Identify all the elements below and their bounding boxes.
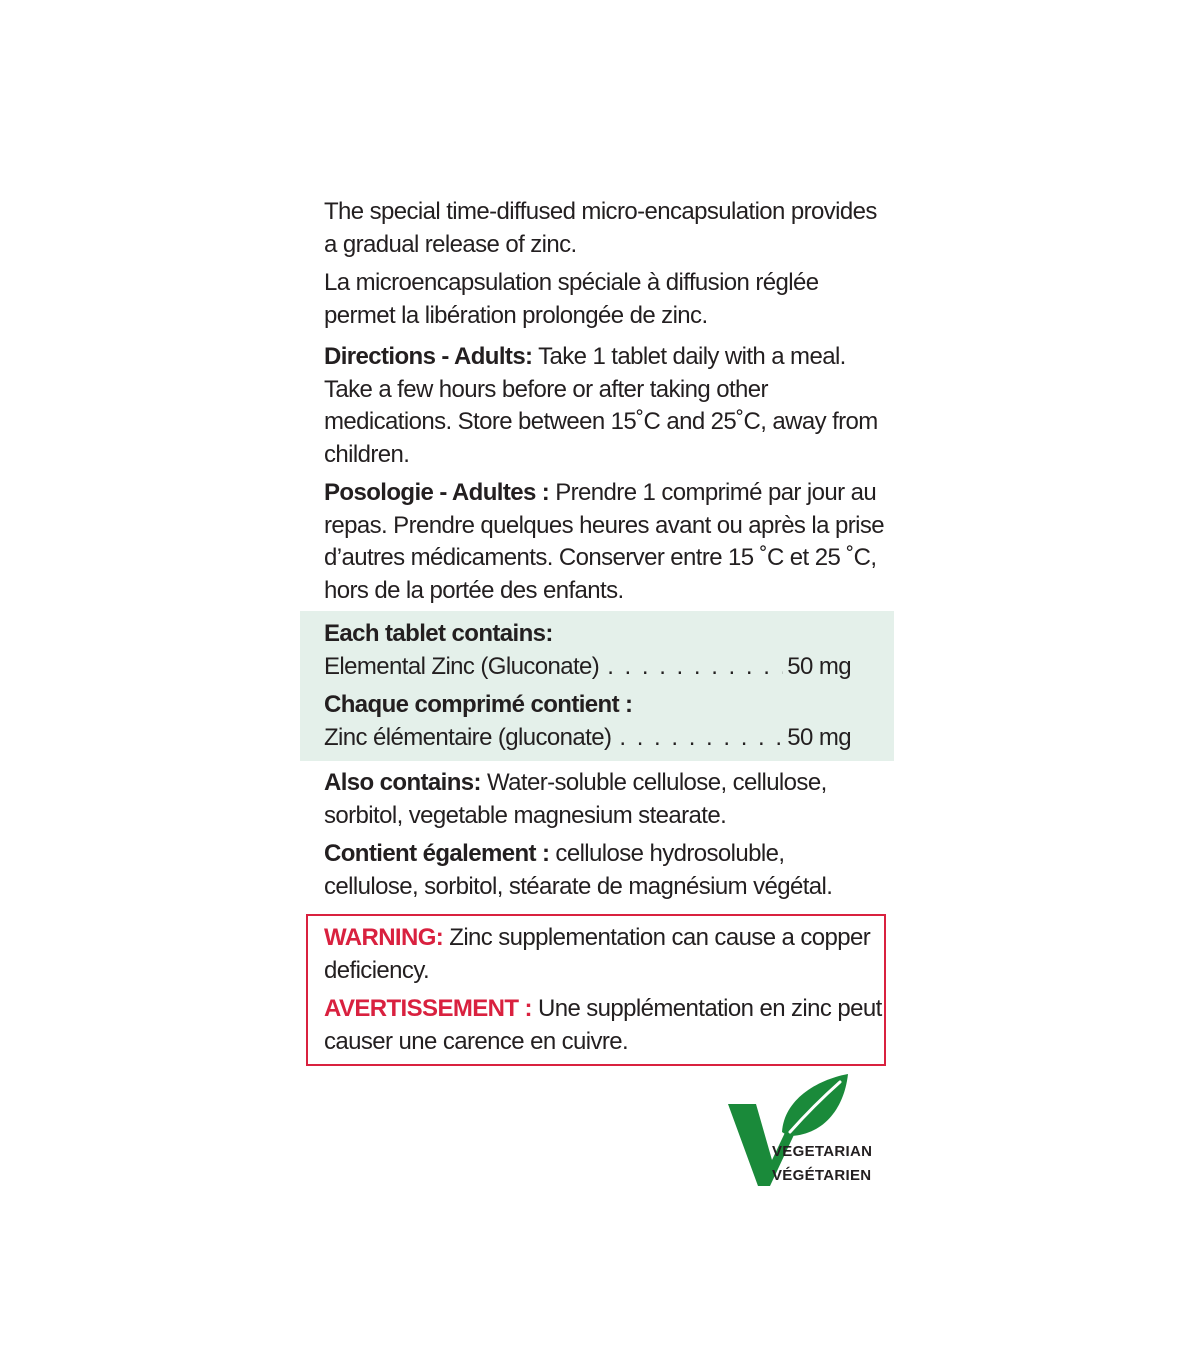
warning-fr-heading: AVERTISSEMENT : bbox=[324, 995, 532, 1022]
contents-en-item: Elemental Zinc (Gluconate) bbox=[324, 652, 600, 680]
also-en bbox=[324, 767, 884, 832]
directions-section bbox=[324, 341, 884, 607]
also-en-heading: Also contains: bbox=[324, 769, 481, 796]
also-contains-section bbox=[324, 767, 884, 903]
intro-text-en: The special time-diffused micro-encapsulation provides a gradual release of zinc. bbox=[324, 198, 877, 258]
also-fr-text: cellulose hydrosoluble, cellulose, sorbitol, stéarate de magnésium végétal. bbox=[324, 840, 833, 900]
also-fr bbox=[324, 838, 884, 903]
directions-fr-heading: Posologie - Adultes : bbox=[324, 479, 550, 506]
leader-dots bbox=[607, 651, 783, 684]
also-fr-heading: Contient également : bbox=[324, 840, 550, 867]
warning-fr bbox=[324, 993, 884, 1058]
also-en-text: Water-soluble cellulose, cellulose, sorbitol, vegetable magnesium stearate. bbox=[324, 769, 827, 829]
vegetarian-label-fr: VÉGÉTARIEN bbox=[772, 1167, 872, 1184]
directions-en-heading: Directions - Adults: bbox=[324, 343, 533, 370]
directions-en bbox=[324, 341, 884, 471]
contents-fr-heading: Chaque comprimé contient : bbox=[324, 691, 633, 718]
contents-en-amount: 50 mg bbox=[787, 652, 851, 680]
directions-en-text: Take 1 tablet daily with a meal. Take a few hours before or after taking other medications. Store between 15˚C and 25˚C, away from children. bbox=[324, 343, 878, 468]
warning-en-text: Zinc supplementation can cause a copper deficiency. bbox=[324, 924, 871, 984]
contents-en-heading: Each tablet contains: bbox=[324, 620, 553, 647]
directions-fr bbox=[324, 477, 884, 607]
directions-fr-text: Prendre 1 comprimé par jour au repas. Prendre quelques heures avant ou après la prise d’autres médicaments. Conserver entre 15 ˚C et 25 ˚C, hors de la portée des enfants. bbox=[324, 479, 884, 604]
vegetarian-label bbox=[772, 1140, 872, 1188]
vegetarian-label-en: VEGETARIAN bbox=[772, 1143, 873, 1160]
contents-fr-row bbox=[324, 722, 851, 755]
warning-en bbox=[324, 922, 884, 987]
intro-text-fr: La microencapsulation spéciale à diffusion réglée permet la libération prolongée de zinc. bbox=[324, 269, 819, 329]
leader-dots bbox=[619, 722, 783, 755]
warning-en-heading: WARNING: bbox=[324, 924, 444, 951]
contents-fr-item: Zinc élémentaire (gluconate) bbox=[324, 723, 612, 751]
warning-fr-text: Une supplémentation en zinc peut causer une carence en cuivre. bbox=[324, 995, 882, 1055]
contents-en-row bbox=[324, 651, 851, 684]
intro-section bbox=[324, 196, 884, 332]
contents-section bbox=[324, 618, 884, 754]
warning-section bbox=[324, 922, 884, 1058]
contents-fr-amount: 50 mg bbox=[787, 723, 851, 751]
